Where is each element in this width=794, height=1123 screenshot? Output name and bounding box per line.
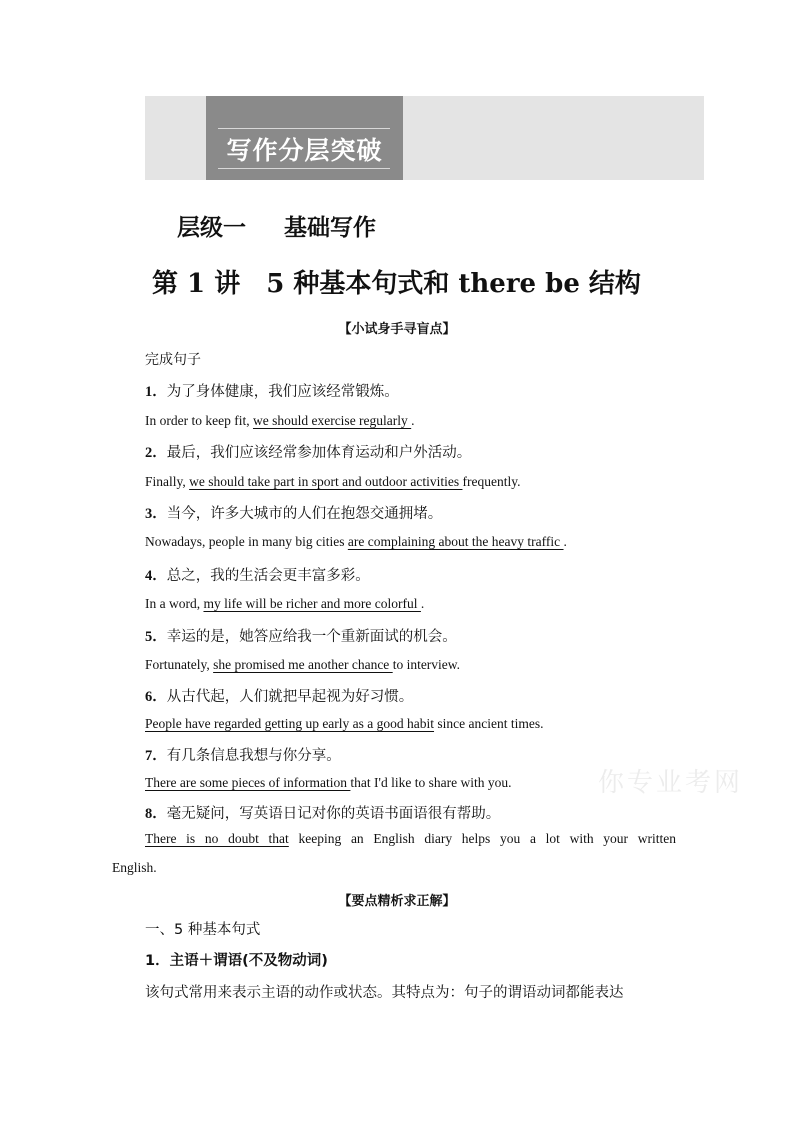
item-7-chinese: 7．有几条信息我想与你分享。 (145, 748, 341, 764)
item-4-english: In a word, my life will be richer and more colorful . (145, 596, 425, 611)
item-7-english: There are some pieces of information that I'd like to share with you. (145, 775, 512, 790)
item-1-english: In order to keep fit, we should exercise regularly . (145, 413, 415, 428)
body-text: 该句式常用来表示主语的动作或状态。其特点为：句子的谓语动词都能表达 (145, 985, 624, 1001)
item-5-chinese: 5．幸运的是，她答应给我一个重新面试的机会。 (145, 629, 457, 645)
level-heading (177, 209, 376, 242)
item-3-chinese: 3．当今，许多大城市的人们在抱怨交通拥堵。 (145, 506, 443, 522)
item-8-chinese: 8．毫无疑问，写英语日记对你的英语书面语很有帮助。 (145, 806, 501, 822)
answer-blank: People have regarded getting up early as a good habit (145, 716, 435, 731)
item-8-english: There is no doubt that keeping an English diary helps you a lot with your written (145, 831, 676, 846)
item-5-english: Fortunately, she promised me another chance to interview. (145, 657, 461, 672)
task-label: 完成句子 (145, 352, 201, 368)
item-2-english: Finally, we should take part in sport and outdoor activities frequently. (145, 474, 521, 489)
section-trial-heading: 【小试身手寻盲点】 (338, 322, 456, 337)
watermark: 你专业考网 (598, 768, 744, 798)
banner-divider-top (218, 128, 390, 129)
item-2-chinese: 2．最后，我们应该经常参加体育运动和户外活动。 (145, 445, 472, 461)
answer-blank: my life will be richer and more colorful (203, 596, 421, 611)
level-heading-label: 层级一 (177, 214, 246, 241)
banner-title: 写作分层突破 (226, 136, 383, 165)
answer-blank: we should take part in sport and outdoor activities (189, 474, 463, 489)
level-heading-title: 基础写作 (284, 214, 376, 241)
item-3-english: Nowadays, people in many big cities are complaining about the heavy traffic . (145, 534, 567, 549)
section-analysis-heading: 【要点精析求正解】 (338, 894, 456, 909)
item-8-english-continued: English. (112, 860, 157, 875)
subheading-sv: 1．主语＋谓语(不及物动词) (145, 953, 328, 969)
answer-blank: we should exercise regularly (252, 413, 412, 428)
item-1-chinese: 1．为了身体健康，我们应该经常锻炼。 (145, 384, 399, 400)
lecture-title: 第 1 讲 5 种基本句式和 there be 结构 (152, 269, 641, 299)
item-4-chinese: 4．总之，我的生活会更丰富多彩。 (145, 568, 370, 584)
item-6-chinese: 6．从古代起，人们就把早起视为好习惯。 (145, 689, 414, 705)
item-6-english: People have regarded getting up early as a good habit since ancient times. (145, 716, 544, 731)
answer-blank: There is no doubt that (145, 831, 289, 846)
answer-blank: There are some pieces of information (145, 775, 351, 790)
answer-blank: she promised me another chance (213, 657, 393, 672)
heading-five-patterns: 一、5 种基本句式 (145, 922, 261, 938)
banner-divider-bottom (218, 168, 390, 169)
answer-blank: are complaining about the heavy traffic (347, 534, 564, 549)
